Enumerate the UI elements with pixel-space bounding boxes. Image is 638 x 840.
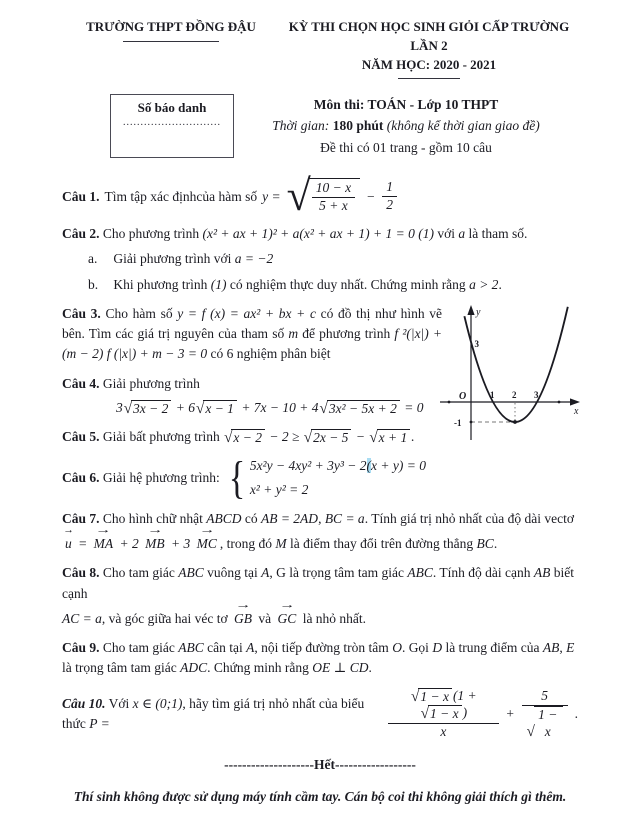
- math-segment: a: [458, 226, 466, 242]
- vector-name: GC: [277, 610, 297, 626]
- parabola-curve: [464, 307, 567, 422]
- radical: [421, 705, 462, 723]
- question-label: Câu 1.: [62, 188, 100, 204]
- exam-info: [234, 94, 578, 159]
- radicand: 3x − 2: [131, 400, 171, 418]
- numerator: [388, 688, 498, 724]
- math-segment: ABCD: [206, 510, 242, 526]
- radicand: x + 1: [377, 429, 411, 447]
- math-segment: ABC: [178, 565, 204, 581]
- sqrt-icon: √: [303, 430, 313, 447]
- vector-arrow-icon: →: [279, 600, 295, 612]
- text-segment: ,: [318, 510, 322, 526]
- text-segment: , và góc giữa hai véc tơ: [101, 610, 228, 626]
- sqrt-icon: √: [411, 688, 420, 705]
- question-label: Câu 10.: [62, 696, 106, 712]
- text-segment: là trung điểm của: [445, 640, 540, 656]
- year-underline: [398, 78, 460, 79]
- text-segment: , trong đó: [219, 536, 272, 552]
- text-segment: với: [437, 226, 455, 242]
- text-segment: có đồ thị như hình vẽ bên. Tìm các giá trị nguyên của tham số: [62, 305, 442, 342]
- math-segment: x ∈ (0;1): [132, 696, 183, 712]
- y-axis-arrow-icon: [467, 305, 474, 315]
- vector-name: MA: [93, 536, 114, 552]
- text-segment: Khi phương trình: [113, 276, 208, 292]
- text-segment: có: [244, 510, 258, 526]
- math-segment: ABC: [407, 565, 433, 581]
- text-segment: Cho hàm số: [105, 305, 173, 321]
- math-segment: 5x²y − 4xy² + 3y³ − 2: [249, 458, 367, 474]
- math-segment: A: [246, 640, 255, 656]
- math-segment: OE ⊥ CD: [312, 660, 369, 676]
- question-label: Câu 2.: [62, 226, 100, 242]
- item-marker: a.: [88, 251, 98, 267]
- time-line: [234, 115, 578, 137]
- text-segment: . Chứng minh rằng: [207, 660, 309, 676]
- question-9: [62, 638, 578, 679]
- math-segment: f ²(|x|) + (m − 2) f (|x|) + m − 3 = 0: [62, 326, 443, 362]
- vector-arrow-icon: →: [95, 525, 112, 537]
- math-segment: AB: [533, 565, 551, 581]
- denominator: [522, 705, 568, 741]
- vector-name: GB: [234, 610, 253, 626]
- radical: [286, 171, 361, 221]
- candidate-number-label: Số báo danh: [137, 99, 207, 115]
- text-segment: có 6 nghiệm phân biệt: [210, 346, 331, 362]
- equation-system: [226, 452, 426, 504]
- exam-title: KỲ THI CHỌN HỌC SINH GIỎI CẤP TRƯỜNG LẦN 2: [288, 19, 570, 53]
- vector-arrow-icon: →: [146, 525, 163, 537]
- x-axis-arrow-icon: [570, 398, 580, 405]
- vector-name: u: [65, 536, 72, 552]
- header-school-block: [62, 18, 280, 79]
- parabola-graph: [436, 300, 588, 456]
- math-segment: =: [78, 536, 88, 552]
- text-segment: là trọng tâm tam giác: [62, 660, 177, 676]
- math-segment: ADC: [180, 660, 208, 676]
- radicand: [308, 178, 360, 215]
- text-segment: cân tại: [207, 640, 243, 656]
- math-segment: E: [566, 640, 575, 656]
- question-label: Câu 8.: [62, 565, 100, 581]
- text-segment: Giải hệ phương trình:: [102, 469, 220, 485]
- math-segment: M: [275, 536, 287, 552]
- sqrt-icon: √: [123, 400, 133, 417]
- text-segment: Tìm tập xác địnhcủa hàm số: [104, 188, 258, 204]
- math-segment: = 0: [404, 399, 424, 415]
- vector-name: MC: [196, 536, 217, 552]
- system-row-2: x² + y² = 2: [249, 481, 309, 497]
- vector: [63, 525, 74, 554]
- question-label: Câu 9.: [62, 640, 100, 656]
- math-segment: 3: [116, 399, 123, 415]
- radical: [527, 706, 563, 741]
- radical: [411, 688, 452, 706]
- denominator: 2: [382, 196, 397, 214]
- math-segment: + 2: [119, 536, 139, 552]
- radicand: x − 2: [231, 429, 265, 447]
- text-segment: , G là trọng tâm tam giác: [269, 565, 404, 581]
- radicand: 2x − 5: [311, 429, 351, 447]
- radicand: 3x² − 5x + 2: [327, 400, 400, 418]
- math-segment: .: [411, 429, 415, 445]
- vector: [277, 600, 297, 629]
- fraction: [382, 179, 397, 214]
- y-axis-label: y: [476, 306, 481, 318]
- radical: [304, 429, 352, 447]
- text-segment: .: [574, 706, 578, 722]
- question-2: [62, 224, 578, 295]
- question-5-formula: [223, 429, 415, 447]
- denominator: 5 + x: [312, 197, 355, 215]
- numerator: 1: [386, 179, 393, 195]
- school-underline: [123, 41, 219, 42]
- math-segment: + 3: [171, 536, 191, 552]
- math-segment: O: [392, 640, 402, 656]
- fraction: [388, 688, 498, 742]
- header-exam-block: [280, 18, 578, 79]
- math-segment: (1): [210, 276, 227, 292]
- vector: [196, 525, 217, 554]
- sqrt-icon: √: [319, 400, 328, 417]
- header: [62, 18, 578, 79]
- math-segment: BC: [476, 536, 494, 552]
- math-segment: y =: [262, 188, 281, 204]
- question-label: Câu 6.: [62, 469, 100, 485]
- footer-note: Thí sinh không được sử dụng máy tính cầm tay. Cán bộ coi thi không giải thích gì thêm.: [73, 789, 567, 805]
- radical: [224, 429, 265, 447]
- math-segment: (1 +: [452, 687, 477, 703]
- radical: [320, 400, 400, 418]
- subject-line: Môn thi: TOÁN - Lớp 10 THPT: [313, 96, 499, 112]
- candidate-number-dots: ............................: [123, 117, 221, 129]
- x-tick-3: 3: [534, 389, 539, 400]
- math-segment: D: [432, 640, 443, 656]
- item-b: [88, 275, 578, 295]
- math-segment: AC = a: [62, 610, 102, 626]
- text-segment: để phương trình: [302, 326, 391, 342]
- parabola-svg: [436, 300, 588, 450]
- system-row-1: [250, 456, 426, 476]
- question-6: [62, 452, 578, 504]
- math-segment: m: [288, 326, 299, 342]
- math-segment: + 6: [175, 399, 196, 415]
- sqrt-icon: √: [224, 430, 233, 447]
- time-value: 180 phút: [332, 118, 384, 134]
- text-segment: .: [368, 660, 372, 676]
- question-2-items: [88, 249, 578, 295]
- origin-label: O: [459, 390, 467, 402]
- x-tick-1: 1: [490, 389, 495, 400]
- vector-name: MB: [145, 536, 165, 552]
- page-note: Đề thi có 01 trang - gồm 10 câu: [320, 139, 492, 155]
- time-label: Thời gian:: [272, 118, 330, 134]
- text-segment: biết cạnh: [62, 565, 574, 601]
- math-segment: + 7x − 10 + 4: [241, 399, 319, 415]
- system-rows: [250, 456, 426, 500]
- fraction: [312, 180, 355, 215]
- math-segment: A: [261, 565, 270, 581]
- question-8: [62, 563, 578, 629]
- radicand: 1 − x: [534, 706, 563, 741]
- time-note: (không kể thời gian giao đề): [386, 118, 540, 134]
- radicand: x − 1: [203, 400, 237, 418]
- questions: [62, 171, 579, 807]
- tick-dot: [558, 400, 561, 403]
- text-segment: Với: [108, 696, 130, 712]
- math-segment: AB = 2AD: [260, 510, 319, 526]
- text-segment: . Gọi: [401, 640, 429, 656]
- text-segment: . Tính độ dài cạnh: [432, 565, 531, 581]
- y-tick-minus1: -1: [454, 417, 462, 428]
- question-label: Câu 5.: [62, 429, 100, 445]
- question-label: Câu 4.: [62, 375, 100, 391]
- radicand: 1 − x: [418, 688, 452, 706]
- denominator: x: [388, 723, 498, 741]
- item-a: [88, 249, 578, 269]
- text-segment: có nghiệm thực duy nhất. Chứng minh rằng: [229, 276, 466, 292]
- math-segment: AB: [542, 640, 560, 656]
- math-segment: x + y) = 0: [371, 458, 426, 474]
- sqrt-icon: √: [286, 171, 311, 221]
- text-segment: Cho tam giác: [102, 640, 175, 656]
- fraction: [522, 688, 568, 741]
- text-segment: là nhỏ nhất.: [302, 610, 367, 626]
- text-segment: Cho tam giác: [102, 565, 175, 581]
- text-segment: và: [258, 610, 272, 626]
- end-divider: --------------------Hết------------------: [224, 757, 416, 773]
- numerator: 10 − x: [315, 180, 352, 196]
- math-segment: y = f (x) = ax² + bx + c: [177, 305, 316, 321]
- question-10: [62, 688, 578, 742]
- radical: [369, 429, 410, 447]
- sqrt-icon: √: [196, 400, 205, 417]
- text-segment: Cho hình chữ nhật: [102, 510, 203, 526]
- vector: [93, 525, 114, 554]
- tick-dot: [470, 420, 473, 423]
- vector: [145, 525, 165, 554]
- radical: [124, 400, 172, 418]
- text-segment: Giải phương trình với: [113, 251, 232, 267]
- x-axis-label: x: [574, 405, 579, 417]
- text-segment: , hãy tìm giá trị nhỏ nhất của biểu thức: [62, 696, 365, 732]
- school-name: TRƯỜNG THPT ĐỒNG ĐẬU: [86, 19, 256, 34]
- question-label: Câu 7.: [62, 510, 100, 526]
- math-segment: a = −2: [234, 251, 274, 267]
- math-segment: P =: [89, 716, 110, 732]
- vector-arrow-icon: →: [198, 525, 215, 537]
- brace-icon: {: [228, 452, 246, 504]
- radical: [196, 400, 237, 418]
- exam-year: NĂM HỌC: 2020 - 2021: [361, 56, 497, 72]
- numerator: 5: [541, 688, 548, 704]
- math-segment: ): [462, 705, 468, 721]
- math-segment: +: [505, 706, 515, 722]
- math-segment: −: [355, 429, 365, 445]
- question-label: Câu 3.: [62, 305, 101, 321]
- math-segment: (x² + ax + 1)² + a(x² + ax + 1) + 1 = 0 (1): [202, 226, 434, 242]
- text-segment: .: [498, 276, 502, 292]
- info-row: [62, 94, 578, 159]
- y-tick-3: 3: [474, 338, 479, 349]
- math-segment: −: [366, 188, 376, 204]
- sqrt-icon: √: [369, 430, 378, 447]
- text-segment: .: [493, 536, 498, 552]
- tick-dot: [448, 400, 451, 403]
- text-segment: Cho phương trình: [102, 226, 200, 242]
- highlighted-paren: (: [366, 458, 371, 474]
- vector-arrow-icon: →: [235, 600, 251, 612]
- text-segment: . Tính giá trị nhỏ nhất của độ dài vectơ: [364, 510, 575, 526]
- question-3-text: [62, 304, 442, 365]
- math-segment: ABC: [178, 640, 204, 656]
- text-segment: là tham số.: [468, 226, 528, 242]
- text-segment: Giải phương trình: [102, 375, 200, 391]
- question-1: [62, 171, 578, 221]
- vector-arrow-icon: →: [63, 525, 74, 537]
- text-segment: Giải bất phương trình: [102, 429, 220, 445]
- sqrt-icon: √: [420, 706, 429, 723]
- math-segment: BC = a: [324, 510, 365, 526]
- text-segment: ,: [559, 640, 563, 656]
- sqrt-icon: √: [526, 723, 535, 740]
- math-segment: − 2 ≥: [269, 429, 300, 445]
- radicand: 1 − x: [428, 705, 462, 723]
- x-tick-2: 2: [512, 389, 517, 400]
- question-7: [62, 509, 578, 555]
- text-segment: vuông tại: [207, 565, 258, 581]
- text-segment: là điểm thay đổi trên đường thẳng: [290, 536, 474, 552]
- item-marker: b.: [88, 276, 99, 292]
- candidate-number-box: [110, 94, 234, 159]
- math-segment: a > 2: [469, 276, 499, 292]
- text-segment: , nội tiếp đường tròn tâm: [254, 640, 389, 656]
- vector: [234, 600, 253, 629]
